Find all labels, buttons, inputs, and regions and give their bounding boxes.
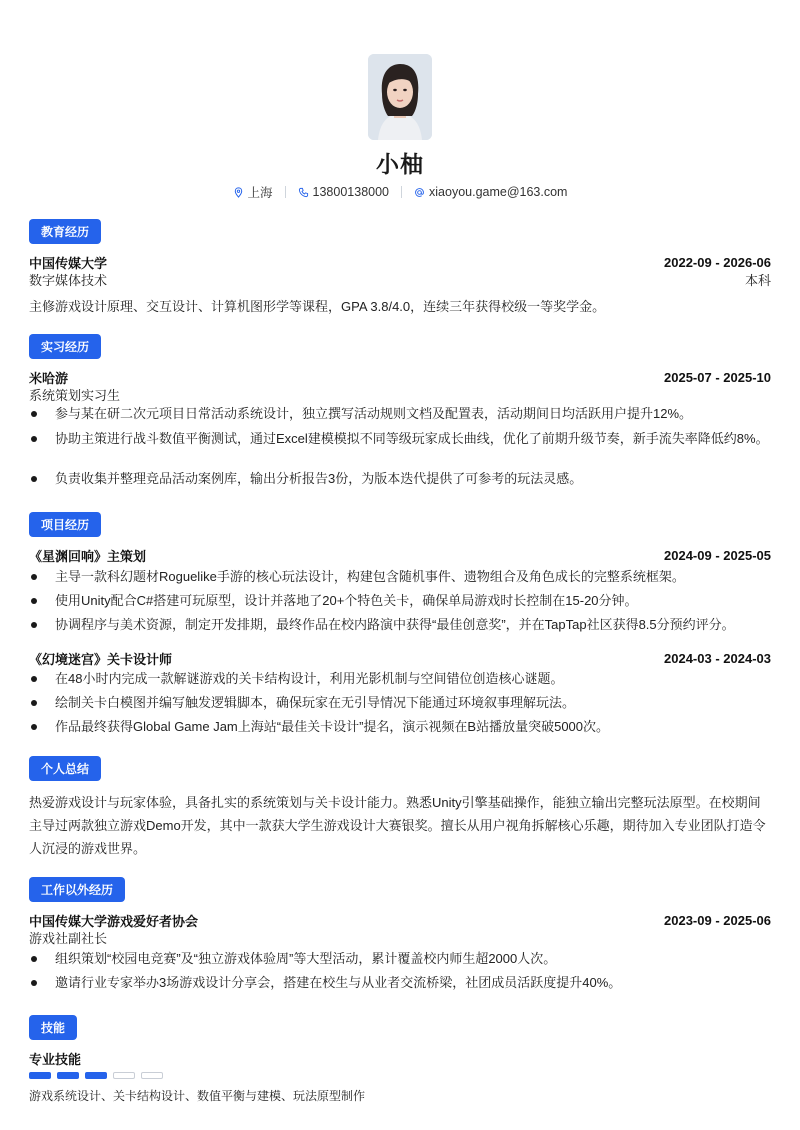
bullet-dot xyxy=(31,476,37,482)
section-tag-projects: 项目经历 xyxy=(29,512,101,537)
bullet-dot xyxy=(31,956,37,962)
education-description: 主修游戏设计原理、交互设计、计算机图形学等课程，GPA 3.8/4.0，连续三年获得校级一等奖学金。 xyxy=(29,299,606,314)
skill-level-segment xyxy=(113,1072,135,1079)
candidate-name: 小柚 xyxy=(376,151,424,177)
skill-level-segment xyxy=(141,1072,163,1079)
section-tag-summary: 个人总结 xyxy=(29,756,101,781)
major: 数字媒体技术 xyxy=(29,273,108,288)
skill-level-bar xyxy=(29,1072,163,1079)
location-text: 上海 xyxy=(247,186,273,200)
project-name: 《幻境迷宫》关卡设计师 xyxy=(29,652,173,667)
list-item: 使用Unity配合C#搭建可玩原型，设计并落地了20+个特色关卡，确保单局游戏时长控制在15-20分钟。 xyxy=(29,592,771,610)
list-item: 组织策划“校园电竞赛”及“独立游戏体验周”等大型活动，累计覆盖校内师生超2000人次。 xyxy=(29,950,771,968)
contact-info xyxy=(0,183,800,201)
list-item: 协助主策进行战斗数值平衡测试，通过Excel建模模拟不同等级玩家成长曲线，优化了前期升级节奏，新手流失率降低约8%。 xyxy=(29,430,771,448)
extra-sub-row xyxy=(29,929,771,946)
school-name: 中国传媒大学 xyxy=(29,256,108,271)
bullet-dot xyxy=(31,724,37,730)
section-tag-internship: 实习经历 xyxy=(29,334,101,359)
list-item: 绘制关卡白模图并编写触发逻辑脚本，确保玩家在无引导情况下能通过环境叙事理解玩法。 xyxy=(29,694,771,712)
email-text: xiaoyou.game@163.com xyxy=(429,185,568,199)
phone-icon xyxy=(298,187,309,198)
internship-sub-row xyxy=(29,386,771,403)
section-tag-extra: 工作以外经历 xyxy=(29,877,125,902)
list-item: 参与某在研二次元项目日常活动系统设计，独立撰写活动规则文档及配置表，活动期间日均活跃用户提升12%。 xyxy=(29,405,771,423)
at-icon xyxy=(414,187,425,198)
section-tag-education: 教育经历 xyxy=(29,219,101,244)
contact-divider xyxy=(285,186,286,198)
list-item: 在48小时内完成一款解谜游戏的关卡结构设计，利用光影机制与空间错位创造核心谜题。 xyxy=(29,670,771,688)
internship-header-row xyxy=(29,369,771,386)
skill-level-segment xyxy=(85,1072,107,1079)
education-header-row xyxy=(29,254,771,271)
project-header-row xyxy=(29,650,771,667)
section-tag-skills: 技能 xyxy=(29,1015,77,1040)
org-name: 中国传媒大学游戏爱好者协会 xyxy=(29,914,199,929)
skill-name: 专业技能 xyxy=(29,1052,82,1067)
company-name: 米哈游 xyxy=(29,371,69,386)
bullet-dot xyxy=(31,574,37,580)
contact-location xyxy=(233,183,273,201)
education-dates: 2022-09 - 2026-06 xyxy=(664,255,771,270)
contact-divider xyxy=(401,186,402,198)
contact-phone xyxy=(298,185,389,199)
list-item: 邀请行业专家举办3场游戏设计分享会，搭建在校生与从业者交流桥梁，社团成员活跃度提升40%。 xyxy=(29,974,771,992)
project-name: 《星渊回响》主策划 xyxy=(29,549,147,564)
project-dates: 2024-09 - 2025-05 xyxy=(664,548,771,563)
skill-level-segment xyxy=(57,1072,79,1079)
list-item: 协调程序与美术资源，制定开发排期，最终作品在校内路演中获得“最佳创意奖”，并在TapTap社区获得8.5分预约评分。 xyxy=(29,616,771,634)
profile-photo xyxy=(368,54,432,140)
bullet-dot xyxy=(31,598,37,604)
bullet-dot xyxy=(31,622,37,628)
education-sub-row xyxy=(29,271,771,288)
extra-role: 游戏社副社长 xyxy=(29,931,108,946)
skills-header-row xyxy=(29,1050,771,1067)
summary-text: 热爱游戏设计与玩家体验，具备扎实的系统策划与关卡设计能力。熟悉Unity引擎基础操作，能独立输出完整玩法原型。在校期间主导过两款独立游戏Demo开发，其中一款获大学生游戏设计大赛银奖。擅长从用户视角拆解核心乐趣，期待加入专业团队打造令人沉浸的游戏世界。 xyxy=(29,795,766,856)
contact-email xyxy=(414,185,567,199)
map-pin-icon xyxy=(233,187,244,198)
bullet-dot xyxy=(31,700,37,706)
skill-description: 游戏系统设计、关卡结构设计、数值平衡与建模、玩法原型制作 xyxy=(29,1089,366,1103)
project-dates: 2024-03 - 2024-03 xyxy=(664,651,771,666)
degree: 本科 xyxy=(744,273,771,288)
phone-text: 13800138000 xyxy=(312,185,390,199)
list-item: 主导一款科幻题材Roguelike手游的核心玩法设计，构建包含随机事件、遗物组合及角色成长的完整系统框架。 xyxy=(29,568,771,586)
list-item: 作品最终获得Global Game Jam上海站“最佳关卡设计”提名，演示视频在B站播放量突破5000次。 xyxy=(29,718,771,736)
extra-header-row xyxy=(29,912,771,929)
bullet-dot xyxy=(31,676,37,682)
bullet-dot xyxy=(31,411,37,417)
internship-dates: 2025-07 - 2025-10 xyxy=(664,370,771,385)
internship-role: 系统策划实习生 xyxy=(29,388,121,403)
project-header-row xyxy=(29,547,771,564)
skill-level-segment xyxy=(29,1072,51,1079)
bullet-dot xyxy=(31,980,37,986)
list-item: 负责收集并整理竞品活动案例库，输出分析报告3份，为版本迭代提供了可参考的玩法灵感。 xyxy=(29,470,771,488)
extra-dates: 2023-09 - 2025-06 xyxy=(664,913,771,928)
bullet-dot xyxy=(31,436,37,442)
